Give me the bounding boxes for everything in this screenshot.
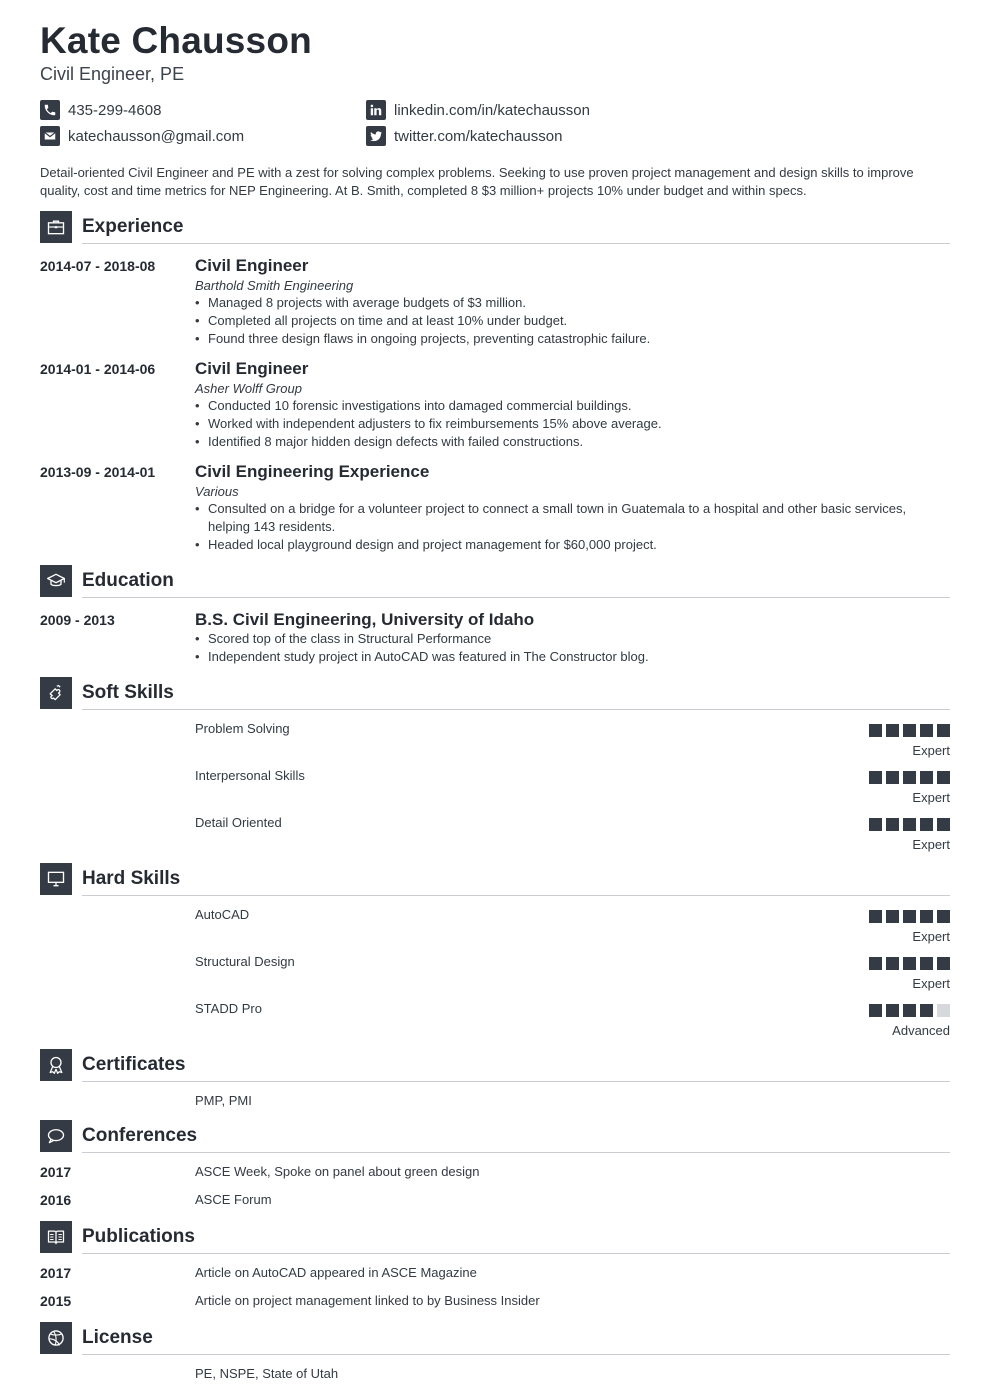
skill-name: STADD Pro <box>195 1001 262 1016</box>
section-title: Hard Skills <box>82 868 181 889</box>
section-publications <box>40 1221 950 1255</box>
entry-date: 2009 - 2013 <box>40 612 115 628</box>
email-link[interactable]: katechausson@gmail.com <box>68 127 245 145</box>
rating-square-filled <box>886 771 899 784</box>
section-divider <box>82 895 950 896</box>
skill-rating <box>869 1004 950 1017</box>
conference-text: ASCE Week, Spoke on panel about green design <box>195 1164 480 1179</box>
skill-row <box>195 954 950 994</box>
rating-square-filled <box>886 724 899 737</box>
rating-square-filled <box>903 818 916 831</box>
license-text: PE, NSPE, State of Utah <box>195 1366 339 1381</box>
skill-row <box>195 815 950 855</box>
skill-row <box>195 721 950 761</box>
rating-square-filled <box>903 1004 916 1017</box>
briefcase-icon <box>40 211 72 243</box>
section-experience <box>40 211 950 245</box>
section-divider <box>82 1354 950 1355</box>
rating-square-filled <box>886 818 899 831</box>
bullet-item: • Found three design flaws in ongoing projects, preventing catastrophic failure. <box>195 330 915 348</box>
section-conferences <box>40 1120 950 1154</box>
rating-square-filled <box>937 724 950 737</box>
skill-row <box>195 1001 950 1041</box>
entry-date: 2014-07 - 2018-08 <box>40 258 156 274</box>
rating-square-filled <box>903 724 916 737</box>
award-ribbon-icon <box>40 1049 72 1081</box>
bullet-item: • Headed local playground design and project management for $60,000 project. <box>195 536 915 554</box>
entry-role: Civil Engineer <box>195 359 309 378</box>
entry-role: Civil Engineering Experience <box>195 462 430 481</box>
rating-square-filled <box>920 771 933 784</box>
skill-name: Detail Oriented <box>195 815 282 830</box>
entry-bullets <box>195 294 915 348</box>
rating-square-filled <box>903 910 916 923</box>
section-title: License <box>82 1327 153 1348</box>
skill-name: Interpersonal Skills <box>195 768 305 783</box>
conference-text: ASCE Forum <box>195 1192 272 1207</box>
skill-row <box>195 907 950 947</box>
graduation-cap-icon <box>40 565 72 597</box>
skill-level: Expert <box>912 837 950 852</box>
skill-rating <box>869 724 950 737</box>
section-divider <box>82 1081 950 1082</box>
speech-bubble-icon <box>40 1120 72 1152</box>
skill-level: Expert <box>912 790 950 805</box>
candidate-title: Civil Engineer, PE <box>40 64 185 84</box>
conference-year: 2017 <box>40 1164 72 1180</box>
section-hard-skills <box>40 863 950 897</box>
skill-rating <box>869 910 950 923</box>
entry-role: Civil Engineer <box>195 256 309 275</box>
section-title: Certificates <box>82 1054 186 1075</box>
linkedin-icon <box>366 100 386 120</box>
envelope-icon <box>40 126 60 146</box>
bullet-item: • Completed all projects on time and at least 10% under budget. <box>195 312 915 330</box>
section-certificates <box>40 1049 950 1083</box>
bullet-item: • Independent study project in AutoCAD was featured in The Constructor blog. <box>195 648 915 666</box>
skill-level: Expert <box>912 976 950 991</box>
phone-text[interactable]: 435-299-4608 <box>68 101 162 119</box>
conference-year: 2016 <box>40 1192 72 1208</box>
section-title: Soft Skills <box>82 682 174 703</box>
rating-square-filled <box>869 724 882 737</box>
skill-row <box>195 768 950 808</box>
publication-year: 2017 <box>40 1265 72 1281</box>
section-license <box>40 1322 950 1356</box>
contact-email <box>40 126 244 146</box>
entry-degree: B.S. Civil Engineering, University of Idaho <box>195 610 535 629</box>
rating-square-filled <box>869 1004 882 1017</box>
bullet-item: • Consulted on a bridge for a volunteer project to connect a small town in Guatemala to a hospital and other basic services, helping 143 residents. <box>195 500 915 536</box>
entry-bullets <box>195 630 915 666</box>
rating-square-filled <box>937 818 950 831</box>
rating-square-filled <box>920 910 933 923</box>
contact-linkedin <box>366 100 590 120</box>
rating-square-filled <box>920 818 933 831</box>
entry-organization: Barthold Smith Engineering <box>195 278 354 293</box>
rating-square-empty <box>937 1004 950 1017</box>
section-soft-skills <box>40 677 950 711</box>
section-title: Conferences <box>82 1125 198 1146</box>
summary-text: Detail-oriented Civil Engineer and PE with a zest for solving complex problems. Seeking to use proven project management and design skills to improve quality, cost and time metrics for NEP Engineering. At B. Smith, completed 8 $3 million+ projects 10% under budget and within specs. <box>40 165 914 198</box>
rating-square-filled <box>869 957 882 970</box>
candidate-name: Kate Chausson <box>40 20 312 61</box>
entry-bullets <box>195 397 915 451</box>
rating-square-filled <box>920 724 933 737</box>
rating-square-filled <box>937 957 950 970</box>
section-title: Education <box>82 570 174 591</box>
entry-date: 2014-01 - 2014-06 <box>40 361 156 377</box>
skill-level: Expert <box>912 929 950 944</box>
rating-square-filled <box>903 957 916 970</box>
bullet-item: • Conducted 10 forensic investigations into damaged commercial buildings. <box>195 397 915 415</box>
rating-square-filled <box>937 771 950 784</box>
publication-text: Article on AutoCAD appeared in ASCE Magazine <box>195 1265 477 1280</box>
twitter-icon <box>366 126 386 146</box>
twitter-link[interactable]: twitter.com/katechausson <box>394 127 563 145</box>
rating-square-filled <box>886 1004 899 1017</box>
skill-rating <box>869 818 950 831</box>
publication-year: 2015 <box>40 1293 72 1309</box>
skill-level: Advanced <box>892 1023 950 1038</box>
entry-organization: Asher Wolff Group <box>195 381 302 396</box>
skill-rating <box>869 771 950 784</box>
section-divider <box>82 1253 950 1254</box>
certificates-text: PMP, PMI <box>195 1093 252 1108</box>
rating-square-filled <box>869 771 882 784</box>
rating-square-filled <box>903 771 916 784</box>
skill-level: Expert <box>912 743 950 758</box>
section-education <box>40 565 950 599</box>
rating-square-filled <box>937 910 950 923</box>
contact-phone <box>40 100 161 120</box>
rating-square-filled <box>869 818 882 831</box>
section-divider <box>82 243 950 244</box>
bullet-item: • Identified 8 major hidden design defects with failed constructions. <box>195 433 915 451</box>
skill-name: Structural Design <box>195 954 295 969</box>
bullet-item: • Managed 8 projects with average budgets of $3 million. <box>195 294 915 312</box>
rating-square-filled <box>920 1004 933 1017</box>
open-book-icon <box>40 1221 72 1253</box>
entry-organization: Various <box>195 484 239 499</box>
section-title: Experience <box>82 216 184 237</box>
skill-name: Problem Solving <box>195 721 290 736</box>
rating-square-filled <box>920 957 933 970</box>
rating-square-filled <box>886 957 899 970</box>
linkedin-link[interactable]: linkedin.com/in/katechausson <box>394 101 590 119</box>
publication-text: Article on project management linked to by Business Insider <box>195 1293 540 1308</box>
skill-rating <box>869 957 950 970</box>
monitor-icon <box>40 863 72 895</box>
entry-bullets <box>195 500 915 554</box>
entry-date: 2013-09 - 2014-01 <box>40 464 156 480</box>
puzzle-icon <box>40 677 72 709</box>
section-divider <box>82 709 950 710</box>
section-divider <box>82 597 950 598</box>
contact-twitter <box>366 126 562 146</box>
rating-square-filled <box>886 910 899 923</box>
section-title: Publications <box>82 1226 195 1247</box>
section-divider <box>82 1152 950 1153</box>
bullet-item: • Worked with independent adjusters to fix reimbursements 15% above average. <box>195 415 915 433</box>
bullet-item: • Scored top of the class in Structural Performance <box>195 630 915 648</box>
skill-name: AutoCAD <box>195 907 250 922</box>
globe-ball-icon <box>40 1322 72 1354</box>
phone-icon <box>40 100 60 120</box>
rating-square-filled <box>869 910 882 923</box>
